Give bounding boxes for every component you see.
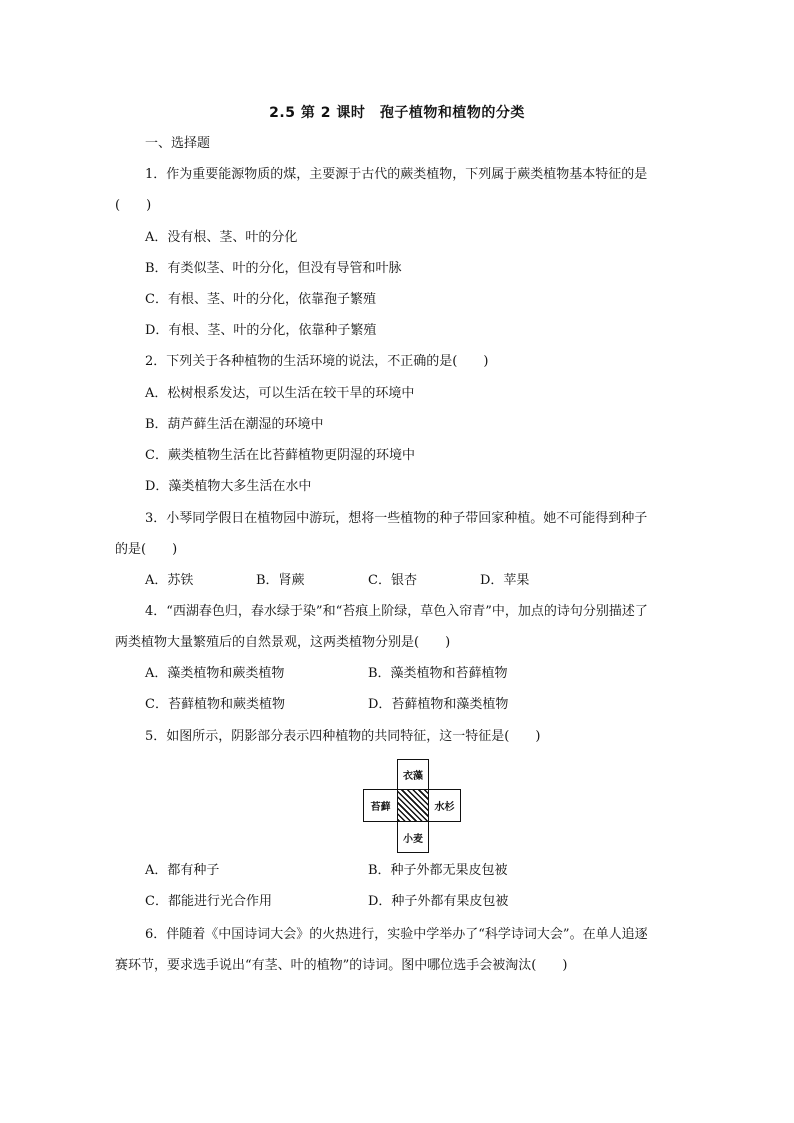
question-5-option-b: B．种子外都无果皮包被 xyxy=(368,863,508,878)
question-2-option-a: A．松树根系发达，可以生活在较干旱的环境中 xyxy=(145,386,415,401)
question-3-option-c: C．银杏 xyxy=(368,573,417,588)
diagram-cell-left: 苔藓 xyxy=(363,789,398,822)
question-1-option-b: B．有类似茎、叶的分化，但没有导管和叶脉 xyxy=(145,261,402,276)
question-4-text: 4．“西湖春色归，春水绿于染”和“苔痕上阶绿，草色入帘青”中，加点的诗句分别描述了 xyxy=(145,604,648,619)
question-2-text: 2．下列关于各种植物的生活环境的说法，不正确的是( ) xyxy=(145,354,489,369)
question-3-option-b: B．肾蕨 xyxy=(256,573,305,588)
question-4-option-c: C．苔藓植物和蕨类植物 xyxy=(145,697,285,712)
diagram-cell-right: 水杉 xyxy=(428,789,461,822)
question-2-option-d: D．藻类植物大多生活在水中 xyxy=(145,479,312,494)
section-heading: 一、选择题 xyxy=(145,136,211,151)
question-1-blank: ( ) xyxy=(115,198,152,213)
question-5-option-c: C．都能进行光合作用 xyxy=(145,894,272,909)
question-3-text-cont: 的是( ) xyxy=(115,542,178,557)
question-4-option-b: B．藻类植物和苔藓植物 xyxy=(368,666,508,681)
question-4-option-a: A．藻类植物和蕨类植物 xyxy=(145,666,285,681)
diagram-cell-top: 衣藻 xyxy=(397,759,429,790)
question-5-option-a: A．都有种子 xyxy=(145,863,220,878)
question-1-option-a: A．没有根、茎、叶的分化 xyxy=(145,230,298,245)
question-3-option-d: D．苹果 xyxy=(480,573,530,588)
question-5-option-d: D．种子外都有果皮包被 xyxy=(368,894,509,909)
question-2-option-c: C．蕨类植物生活在比苔藓植物更阴湿的环境中 xyxy=(145,448,415,463)
question-1-text: 1．作为重要能源物质的煤，主要源于古代的蕨类植物，下列属于蕨类植物基本特征的是 xyxy=(145,167,648,182)
question-6-text: 6．伴随着《中国诗词大会》的火热进行，实验中学举办了“科学诗词大会”。在单人追逐 xyxy=(145,927,648,942)
question-5-text: 5．如图所示，阴影部分表示四种植物的共同特征，这一特征是( ) xyxy=(145,729,541,744)
question-3-option-a: A．苏铁 xyxy=(145,573,194,588)
plant-venn-diagram xyxy=(363,759,461,853)
question-4-text-cont: 两类植物大量繁殖后的自然景观，这两类植物分别是( ) xyxy=(115,635,451,650)
question-2-option-b: B．葫芦藓生活在潮湿的环境中 xyxy=(145,417,324,432)
question-3-text: 3．小琴同学假日在植物园中游玩，想将一些植物的种子带回家种植。她不可能得到种子 xyxy=(145,511,648,526)
question-4-option-d: D．苔藓植物和藻类植物 xyxy=(368,697,509,712)
diagram-cell-bottom: 小麦 xyxy=(397,821,429,853)
question-1-option-c: C．有根、茎、叶的分化，依靠孢子繁殖 xyxy=(145,292,376,307)
page-title: 2.5 第 2 课时 孢子植物和植物的分类 xyxy=(269,105,525,121)
question-1-option-d: D．有根、茎、叶的分化，依靠种子繁殖 xyxy=(145,323,377,338)
diagram-shaded-center xyxy=(397,789,429,822)
question-6-text-cont: 赛环节，要求选手说出“有茎、叶的植物”的诗词。图中哪位选手会被淘汰( ) xyxy=(115,958,568,973)
